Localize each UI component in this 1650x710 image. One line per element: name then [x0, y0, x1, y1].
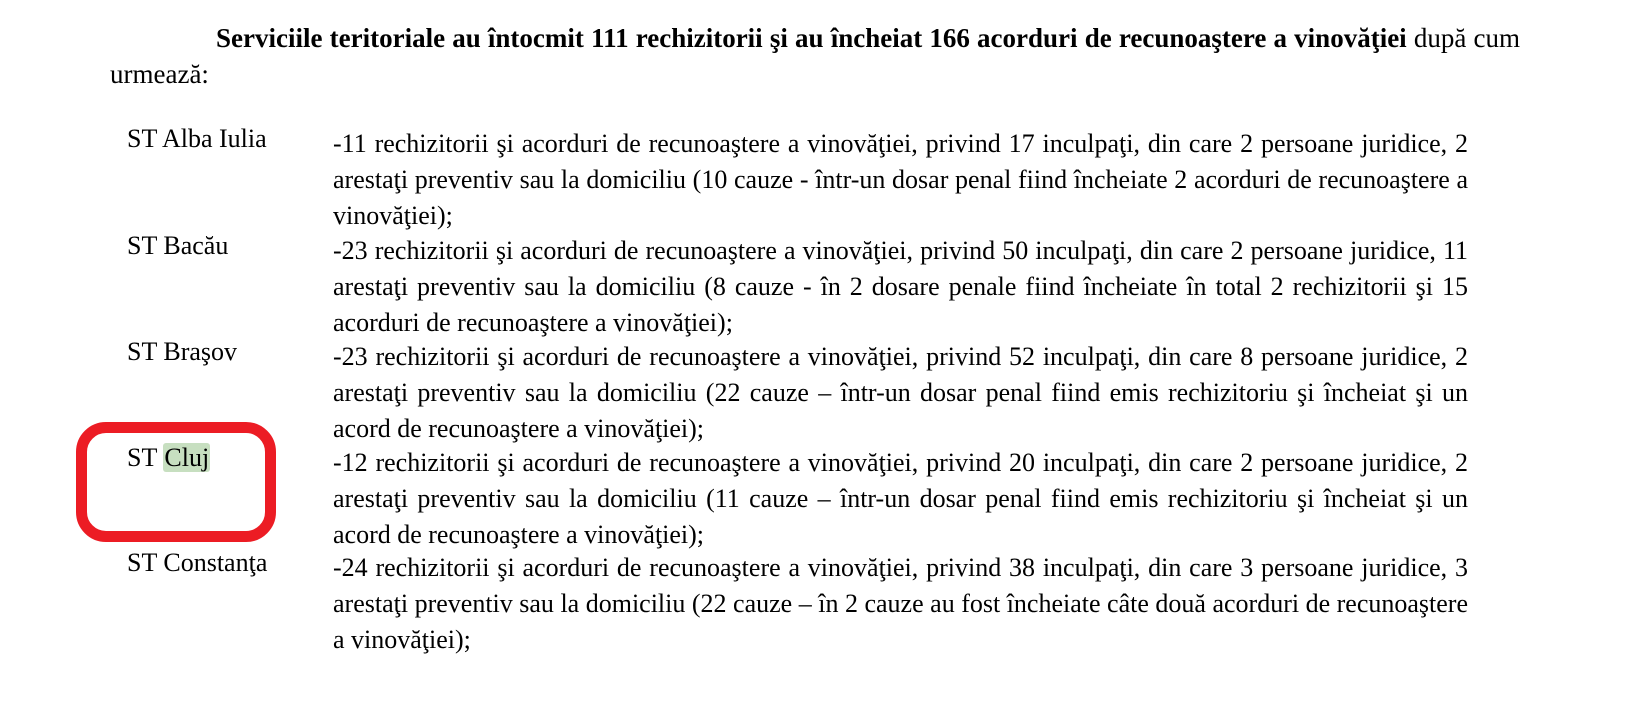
entry-text-alba-iulia: -11 rechizitorii şi acorduri de recunoaştere a vinovăţiei, privind 17 inculpaţi, din care 2 persoane juridice, 2 arestaţi preventiv sau la domiciliu (10 cauze - într-un dosar penal fiind încheiate 2 acorduri de recunoaştere a vinovăţiei); — [333, 129, 1468, 230]
entry-label-brasov: ST Braşov — [127, 337, 238, 366]
entry-text-bacau: -23 rechizitorii şi acorduri de recunoaştere a vinovăţiei, privind 50 inculpaţi, din care 2 persoane juridice, 11 arestaţi preventiv sau la domiciliu (8 cauze - în 2 dosare penale fiind încheiate în total 2 rechizitorii şi 15 acorduri de recunoaştere a vinovăţiei); — [333, 236, 1468, 337]
entry-name: Braşov — [163, 337, 238, 366]
entry-label-bacau: ST Bacău — [127, 231, 229, 260]
entry-label-constanta: ST Constanţa — [127, 548, 268, 577]
intro-bold-text: Serviciile teritoriale au întocmit 111 rechizitorii şi au încheiat 166 acorduri de recunoaştere a vinovăţiei — [216, 23, 1407, 53]
entry-name: Alba Iulia — [161, 124, 267, 153]
entry-text-brasov: -23 rechizitorii şi acorduri de recunoaştere a vinovăţiei, privind 52 inculpaţi, din care 8 persoane juridice, 2 arestaţi preventiv sau la domiciliu (22 cauze – într-un dosar penal fiind emis rechizitoriu şi încheiat şi un acord de recunoaştere a vinovăţiei); — [333, 342, 1468, 443]
entry-label-cluj: ST Cluj — [127, 443, 210, 472]
entry-name: Constanţa — [163, 548, 268, 577]
intro-paragraph — [110, 20, 1520, 92]
entry-name: Bacău — [163, 231, 229, 260]
entry-label-alba-iulia: ST Alba Iulia — [127, 124, 267, 153]
entry-text-constanta: -24 rechizitorii şi acorduri de recunoaştere a vinovăţiei, privind 38 inculpaţi, din care 3 persoane juridice, 3 arestaţi preventiv sau la domiciliu (22 cauze – în 2 cauze au fost încheiate câte două acorduri de recunoaştere a vinovăţiei); — [333, 553, 1468, 654]
intro-rest-text: după cum urmează: — [110, 23, 1520, 89]
entry-name-highlighted: Cluj — [164, 443, 210, 472]
entry-text-cluj: -12 rechizitorii şi acorduri de recunoaştere a vinovăţiei, privind 20 inculpaţi, din care 2 persoane juridice, 2 arestaţi preventiv sau la domiciliu (11 cauze – într-un dosar penal fiind emis rechizitoriu şi încheiat şi un acord de recunoaştere a vinovăţiei); — [333, 448, 1468, 549]
